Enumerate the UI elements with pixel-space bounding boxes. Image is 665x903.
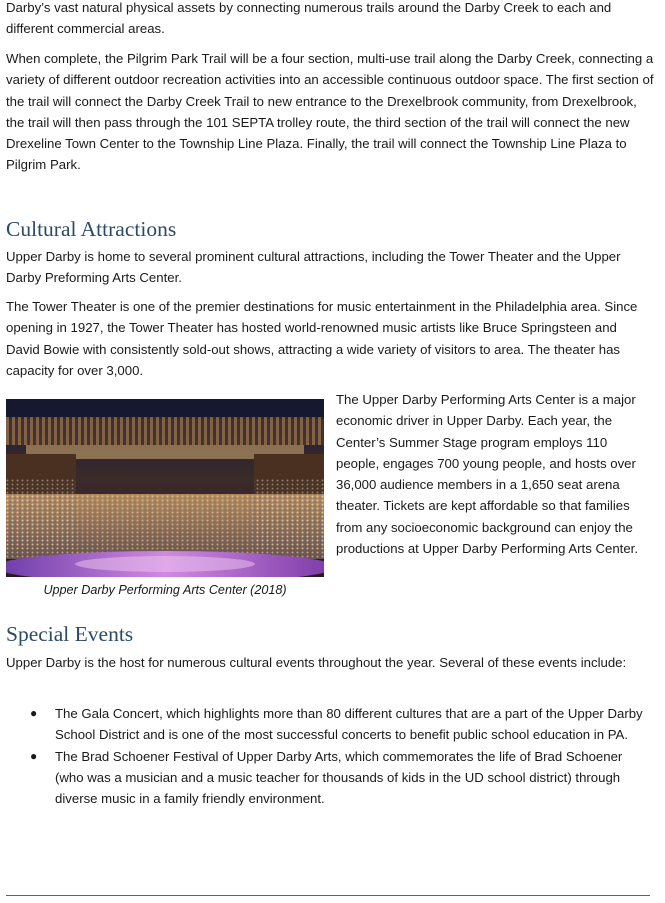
performing-arts-center-paragraph: The Upper Darby Performing Arts Center is a major economic driver in Upper Darby. Each year, the Center’s Summer Stage program employs 110 people, engages 700 young people, and hosts over 36,000 audience members in a 1,650 seat arena theater. Tickets are kept affordable so that families from any socioeconomic background can enjoy the productions at Upper Darby Performing Arts Center. [336,392,638,557]
photo-caption: Upper Darby Performing Arts Center (2018) [43,583,287,597]
performing-arts-center-photo [6,399,324,577]
tower-theater-paragraph: The Tower Theater is one of the premier destinations for music entertainment in the Philadelphia area. Since opening in 1927, the Tower Theater has hosted world-renowned music artists like Bruce Springsteen and David Bowie with consistently sold-out shows, attracting a wide variety of visitors to area. The theater has capacity for over 3,000. [6,299,638,378]
events-list [6,703,654,809]
list-item [6,703,654,746]
intro-paragraph: Darby’s vast natural physical assets by connecting numerous trails around the Darby Creek to each and different commercial areas. [6,0,612,37]
event-text: The Brad Schoener Festival of Upper Darby Arts, which commemorates the life of Brad Schoener (who was a musician and a music teacher for thousands of kids in the UD school district) through diverse music in a family friendly environment. [55,748,623,807]
cultural-intro-paragraph: Upper Darby is home to several prominent cultural attractions, including the Tower Theater and the Upper Darby Preforming Arts Center. [6,249,621,286]
special-events-intro: Upper Darby is the host for numerous cultural events throughout the year. Several of these events include: [6,655,627,670]
trail-paragraph: When complete, the Pilgrim Park Trail will be a four section, multi-use trail along the Darby Creek, connecting a variety of different outdoor recreation activities into an accessible continuous outdoor space. The first section of the trail will connect the Darby Creek Trail to new entrance to the Drexelbrook community, from Drexelbrook, the trail will then pass through the 101 SEPTA trolley route, the third section of the trail will connect the new Drexeline Town Center to the Township Line Plaza. Finally, the trail will connect the Township Line Plaza to Pilgrim Park. [6,51,654,173]
cultural-attractions-heading: Cultural Attractions [6,217,177,241]
footer-divider [6,895,650,896]
bullet-icon: ● [30,748,38,763]
event-text: The Gala Concert, which highlights more than 80 different cultures that are a part of the Upper Darby School District and is one of the most successful concerts to benefit public school education in PA. [55,706,643,743]
special-events-heading: Special Events [6,622,134,646]
bullet-icon: ● [30,706,38,720]
list-item [6,746,654,810]
